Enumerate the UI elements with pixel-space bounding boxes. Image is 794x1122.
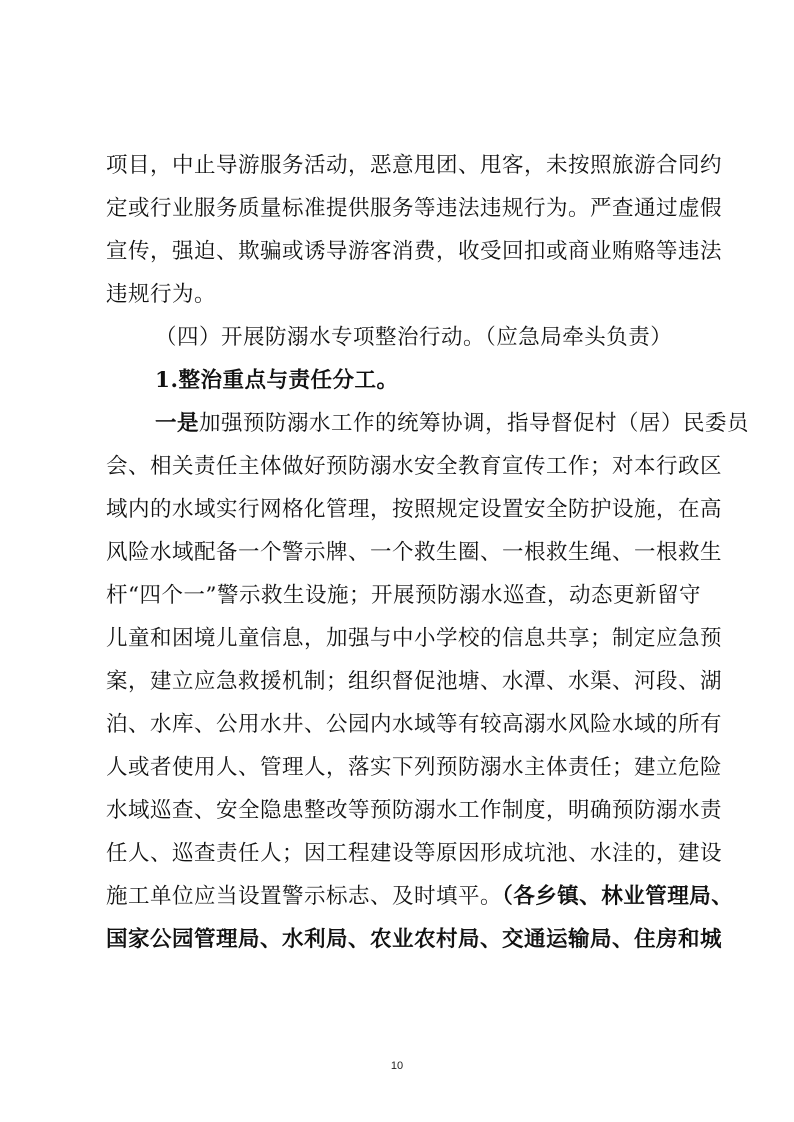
body-line-3 <box>106 230 723 274</box>
lead-phrase: 一是 <box>155 411 200 436</box>
line-text: 会、相关责任主体做好预防溺水安全教育宣传工作；对本行政区 <box>106 454 723 479</box>
line-text: 杆“四个一”警示救生设施；开展预防溺水巡查，动态更新留守 <box>106 583 701 608</box>
subsection-heading <box>155 359 695 403</box>
line-text: 违规行为。 <box>106 282 217 307</box>
body-line-1 <box>106 144 723 188</box>
body-line-7 <box>155 402 750 446</box>
line-text: 加强预防溺水工作的统筹协调，指导督促村（居）民委员 <box>199 411 750 436</box>
section-heading <box>155 316 695 360</box>
subsection-heading-text: 1.整治重点与责任分工。 <box>155 368 399 393</box>
body-line-14 <box>106 703 723 747</box>
body-line-15 <box>106 746 723 790</box>
page-number: 10 <box>390 1060 404 1072</box>
body-line-8 <box>106 445 723 489</box>
body-line-16 <box>106 789 723 833</box>
line-text: 人或者使用人、管理人，落实下列预防溺水主体责任；建立危险 <box>106 755 723 780</box>
responsible-units-start: （各乡镇、林业管理局、 <box>502 884 734 909</box>
line-text: 儿童和困境儿童信息，加强与中小学校的信息共享；制定应急预 <box>106 626 723 651</box>
body-line-4 <box>106 273 696 317</box>
line-text: 定或行业服务质量标准提供服务等违法违规行为。严查通过虚假 <box>106 196 723 221</box>
line-text: 案，建立应急救援机制；组织督促池塘、水潭、水渠、河段、湖 <box>106 669 723 694</box>
line-text: 宣传，强迫、欺骗或诱导游客消费，收受回扣或商业贿赂等违法 <box>106 239 723 264</box>
body-line-11 <box>106 574 701 618</box>
responsible-units-text: 国家公园管理局、水利局、农业农村局、交通运输局、住房和城 <box>106 927 723 952</box>
line-text: 域内的水域实行网格化管理，按照规定设置安全防护设施，在高 <box>106 497 723 522</box>
line-text: 施工单位应当设置警示标志、及时填平。 <box>106 884 503 909</box>
body-line-18 <box>106 875 734 919</box>
line-text: 风险水域配备一个警示牌、一个救生圈、一根救生绳、一根救生 <box>106 540 723 565</box>
section-heading-text: （四）开展防溺水专项整治行动。（应急局牵头负责） <box>155 325 673 350</box>
body-line-19 <box>106 918 723 962</box>
body-line-9 <box>106 488 723 532</box>
body-line-12 <box>106 617 723 661</box>
body-line-10 <box>106 531 723 575</box>
line-text: 项目，中止导游服务活动，恶意甩团、甩客，未按照旅游合同约 <box>106 153 723 178</box>
line-text: 水域巡查、安全隐患整改等预防溺水工作制度，明确预防溺水责 <box>106 798 723 823</box>
body-line-13 <box>106 660 723 704</box>
line-text: 任人、巡查责任人；因工程建设等原因形成坑池、水洼的，建设 <box>106 841 723 866</box>
line-text: 泊、水库、公用水井、公园内水域等有较高溺水风险水域的所有 <box>106 712 723 737</box>
body-line-17 <box>106 832 723 876</box>
body-line-2 <box>106 187 723 231</box>
